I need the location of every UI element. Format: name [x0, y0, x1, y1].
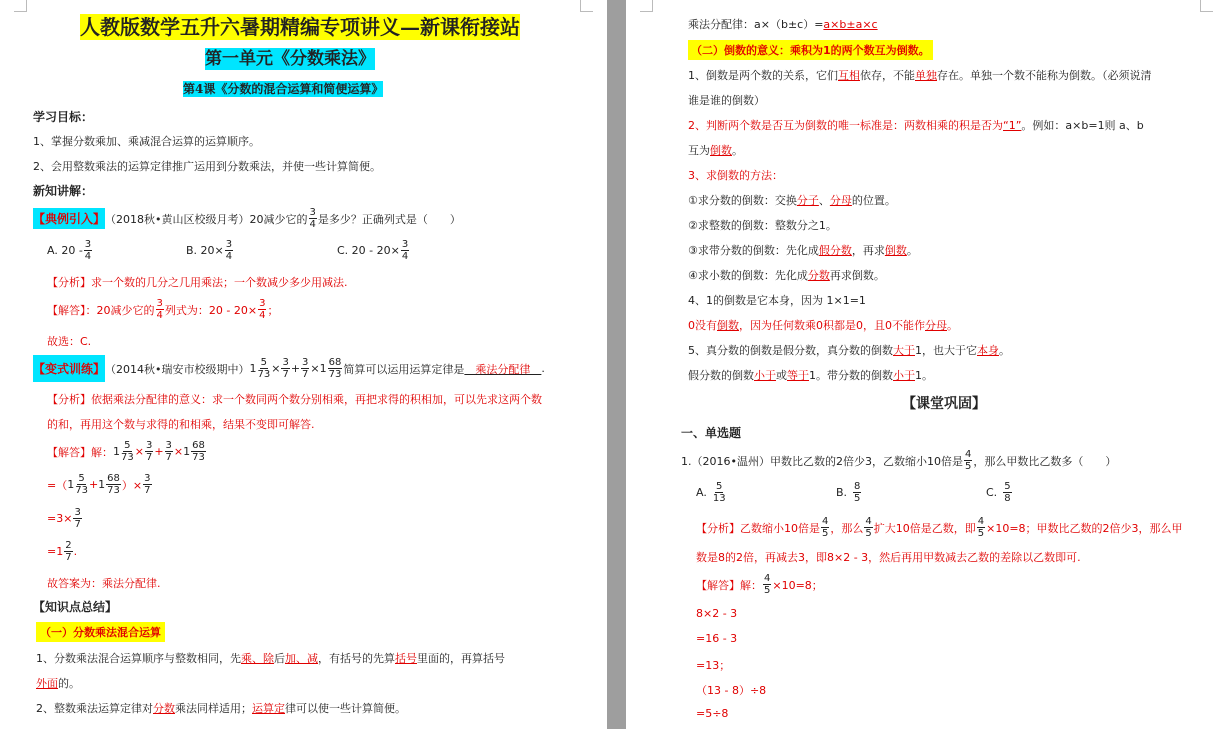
section-2-title: （二）倒数的意义：乘积为1的两个数互为倒数。: [688, 40, 933, 60]
method-fraction: ①求分数的倒数：交换分子、分母的位置。: [688, 194, 896, 207]
question-1: 1.（2016•温州）甲数比乙数的2倍少3，乙数缩小10倍是 $\frac{4}{5}$ ，那么甲数比乙数多（ ）: [681, 449, 1117, 472]
q1-answer-line-1: 【解答】解： $\frac{4}{5}$ ×10=8；: [696, 573, 823, 596]
q1-step-3: =13；: [696, 659, 731, 672]
summary-heading: 【知识点总结】: [33, 600, 118, 614]
document-title: 人教版数学五升六暑期精编专项讲义—新课衔接站: [80, 15, 520, 39]
section-1-point-1: 1、分数乘法混合运算顺序与整数相同，先乘、除后加、减，有括号的先算括号里面的，再算括号: [36, 652, 505, 665]
reciprocal-point-5-cont: 假分数的倒数小于或等于1。带分数的倒数小于1。: [688, 369, 933, 382]
new-knowledge-heading: 新知讲解：: [33, 184, 94, 198]
example-tag: 【变式训练】: [33, 355, 105, 382]
consolidation-heading: 【课堂巩固】: [902, 396, 986, 412]
goals-heading: 学习目标：: [33, 110, 94, 124]
q1-analysis-line-2: 数是8的2倍，再减去3，即8×2 - 3，然后再用甲数减去乙数的差除以乙数即可.: [696, 551, 1081, 564]
example-2-answer-line-2: =（ 1 $\frac{5}{73}$ + 1 $\frac{68}{73}$ ）× $\frac{3}{7}$: [47, 473, 151, 496]
method-mixed-number: ③求带分数的倒数：先化成假分数，再求倒数。: [688, 244, 918, 257]
reciprocal-point-2-cont: 互为倒数。: [688, 144, 743, 157]
reciprocal-method-heading: 3、求倒数的方法：: [688, 169, 783, 182]
example-2-analysis-line-2: 的和，再用这个数与求得的和相乘，结果不变即可解答.: [47, 418, 315, 431]
unit-title: 第一单元《分数乘法》: [205, 49, 375, 69]
example-2-question: 【变式训练】 （2014秋•瑞安市校级期中） 1 $\frac{5}{73}$ × $\frac{3}{7}$ + $\frac{3}{7}$ × 1 $\frac{68}{73}$ 简算可以运用运算定律是 乘法分配律 .: [33, 357, 545, 380]
document-page-left: [0, 0, 607, 729]
reciprocal-point-4: 4、1的倒数是它本身，因为 1×1=1: [688, 294, 866, 307]
reciprocal-point-1-cont: 谁是谁的倒数）: [688, 94, 765, 107]
example-2-answer-line-4: =1 $\frac{2}{7}$ .: [47, 540, 78, 563]
crop-mark: [14, 0, 27, 12]
fraction: $\frac{3}{4}$: [309, 207, 316, 230]
example-2-analysis-line-1: 【分析】依据乘法分配律的意义：求一个数同两个数分别相乘，再把求得的积相加，可以先求这两个数: [47, 393, 542, 406]
example-2-answer-line-1: 【解答】解： 1 $\frac{5}{73}$ × $\frac{3}{7}$ + $\frac{3}{7}$ × 1 $\frac{68}{73}$: [47, 440, 205, 463]
section-1-point-2: 2、整数乘法运算定律对分数乘法同样适用；运算定律可以使一些计算简便。: [36, 702, 406, 715]
distributive-law-line: 乘法分配律：a×（b±c）=a×b±a×c: [688, 18, 878, 31]
question-text: （2018秋•黄山区校级月考）20减少它的: [105, 212, 308, 226]
option-c: C. 20 - 20× $\frac{3}{4}$: [337, 239, 409, 262]
example-1-question: [33, 207, 461, 230]
q1-step-1: 8×2 - 3: [696, 607, 738, 620]
option-a: A. 20 - $\frac{3}{4}$: [47, 239, 92, 262]
goal-1: 1、掌握分数乘加、乘减混合运算的运算顺序。: [33, 135, 260, 148]
q1-option-c: C. $\frac{5}{8}$: [986, 481, 1011, 504]
single-choice-heading: 一、单选题: [681, 426, 742, 440]
crop-mark: [1200, 0, 1213, 12]
q1-step-4: （13 - 8）÷8: [696, 684, 767, 697]
example-tag: 【典例引入】: [33, 208, 105, 229]
section-1-point-1-cont: 外面的。: [36, 677, 80, 690]
example-1-answer: 【解答】：20减少它的 $\frac{3}{4}$ 列式为：20 - 20× $\frac{3}{4}$ ；: [47, 298, 279, 321]
method-decimal: ④求小数的倒数：先化成分数再求倒数。: [688, 269, 885, 282]
q1-analysis-line-1: 【分析】乙数缩小10倍是 $\frac{4}{5}$ ，那么 $\frac{4}{5}$ 扩大10倍是乙数，即 $\frac{4}{5}$ ×10=8；甲数比乙数的2倍少3，那么甲: [696, 516, 1183, 539]
q1-option-a: A. $\frac{5}{13}$: [696, 481, 726, 504]
reciprocal-point-2: 2、判断两个数是否互为倒数的唯一标准是：两数相乘的积是否为“1”。例如：a×b=1则 a、b: [688, 119, 1144, 132]
option-b: B. 20× $\frac{3}{4}$: [186, 239, 233, 262]
q1-option-b: B. $\frac{8}{5}$: [836, 481, 861, 504]
reciprocal-point-1: 1、倒数是两个数的关系，它们互相依存，不能单独存在。单独一个数不能称为倒数。（必须说清: [688, 69, 1152, 82]
crop-mark: [580, 0, 593, 12]
goal-2: 2、会用整数乘法的运算定律推广运用到分数乘法，并使一些计算简便。: [33, 160, 381, 173]
example-2-conclusion: 故答案为：乘法分配律.: [47, 577, 161, 590]
example-1-choice: 故选：C.: [47, 335, 92, 348]
q1-step-5: =5÷8: [696, 707, 729, 720]
q1-step-2: =16 - 3: [696, 632, 738, 645]
answer-blank: 乘法分配律: [464, 362, 542, 376]
section-1-title: （一）分数乘法混合运算: [36, 622, 165, 642]
lesson-title: 第4课《分数的混合运算和简便运算》: [183, 82, 384, 96]
document-page-right: [626, 0, 1227, 729]
example-2-answer-line-3: =3× $\frac{3}{7}$: [47, 507, 81, 530]
question-text: 是多少？正确列式是（ ）: [317, 212, 461, 226]
reciprocal-point-5: 5、真分数的倒数是假分数，真分数的倒数大于1，也大于它本身。: [688, 344, 1010, 357]
method-integer: ②求整数的倒数：整数分之1。: [688, 219, 837, 232]
example-1-analysis: 【分析】求一个数的几分之几用乘法；一个数减少多少用减法.: [47, 276, 348, 289]
crop-mark: [640, 0, 653, 12]
zero-no-reciprocal: 0没有倒数，因为任何数乘0积都是0，且0不能作分母。: [688, 319, 958, 332]
